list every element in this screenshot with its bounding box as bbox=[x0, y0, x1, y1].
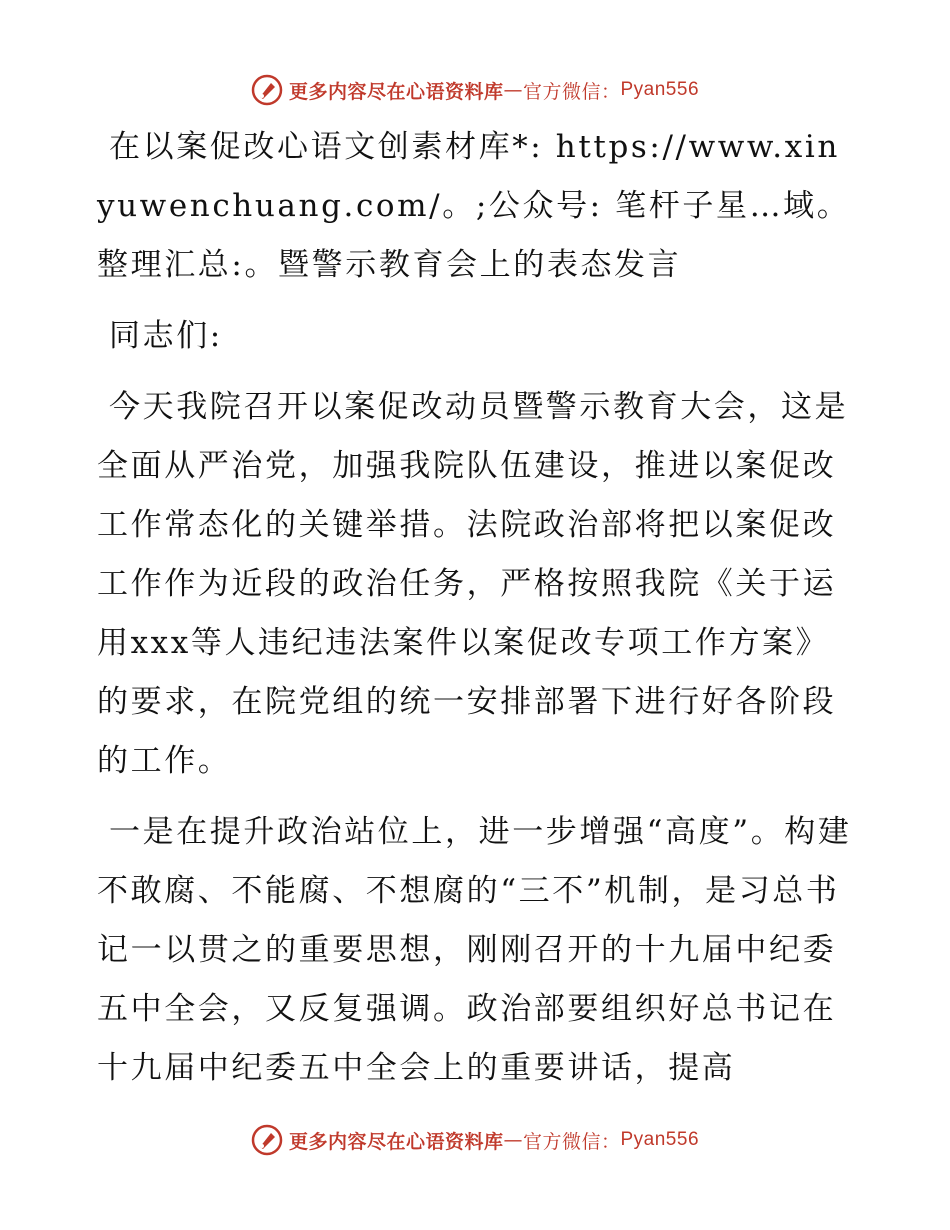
watermark-brand: 更多内容尽在心语资料库 bbox=[288, 1130, 504, 1153]
body-paragraph-point-one: 一是在提升政治站位上，进一步增强“高度”。构建不敢腐、不能腐、不想腐的“三不”机制，是习总书记一以贯之的重要思想，刚刚召开的十九届中纪委五中全会，又反复强调。政治部要组织好总书记在十九届中纪委五中全会上的重要讲话，提高 bbox=[97, 814, 852, 1086]
watermark-official-label: 官方微信： bbox=[522, 80, 621, 103]
watermark-official-label: 官方微信： bbox=[522, 1130, 621, 1153]
body-paragraph-intro: 今天我院召开以案促改动员暨警示教育大会，这是全面从严治党，加强我院队伍建设，推进以案促改工作常态化的关键举措。法院政治部将把以案促改工作作为近段的政治任务，严格按照我院《关于运用xxx等人违纪违法案件以案促改专项工作方案》的要求，在院党组的统一安排部署下进行好各阶段的工作。 bbox=[97, 389, 849, 779]
pen-nib-logo-icon bbox=[251, 74, 283, 106]
watermark-wechat-id: Pyan556 bbox=[620, 79, 700, 100]
title-paragraph: 在以案促改心语文创素材库*: https://www.xinyuwenchuang.com/。;公众号: 笔杆子星…域。整理汇总:。暨警示教育会上的表态发言 bbox=[97, 129, 851, 283]
salutation-paragraph: 同志们: bbox=[109, 318, 223, 354]
watermark-header bbox=[0, 70, 950, 110]
pen-nib-logo-icon bbox=[251, 1124, 283, 1156]
watermark-wechat-id: Pyan556 bbox=[620, 1129, 700, 1150]
watermark-brand: 更多内容尽在心语资料库 bbox=[288, 80, 504, 103]
watermark-dash: — bbox=[503, 1129, 523, 1151]
document-body bbox=[97, 118, 852, 1110]
watermark-footer bbox=[0, 1120, 950, 1160]
watermark-dash: — bbox=[503, 79, 523, 101]
